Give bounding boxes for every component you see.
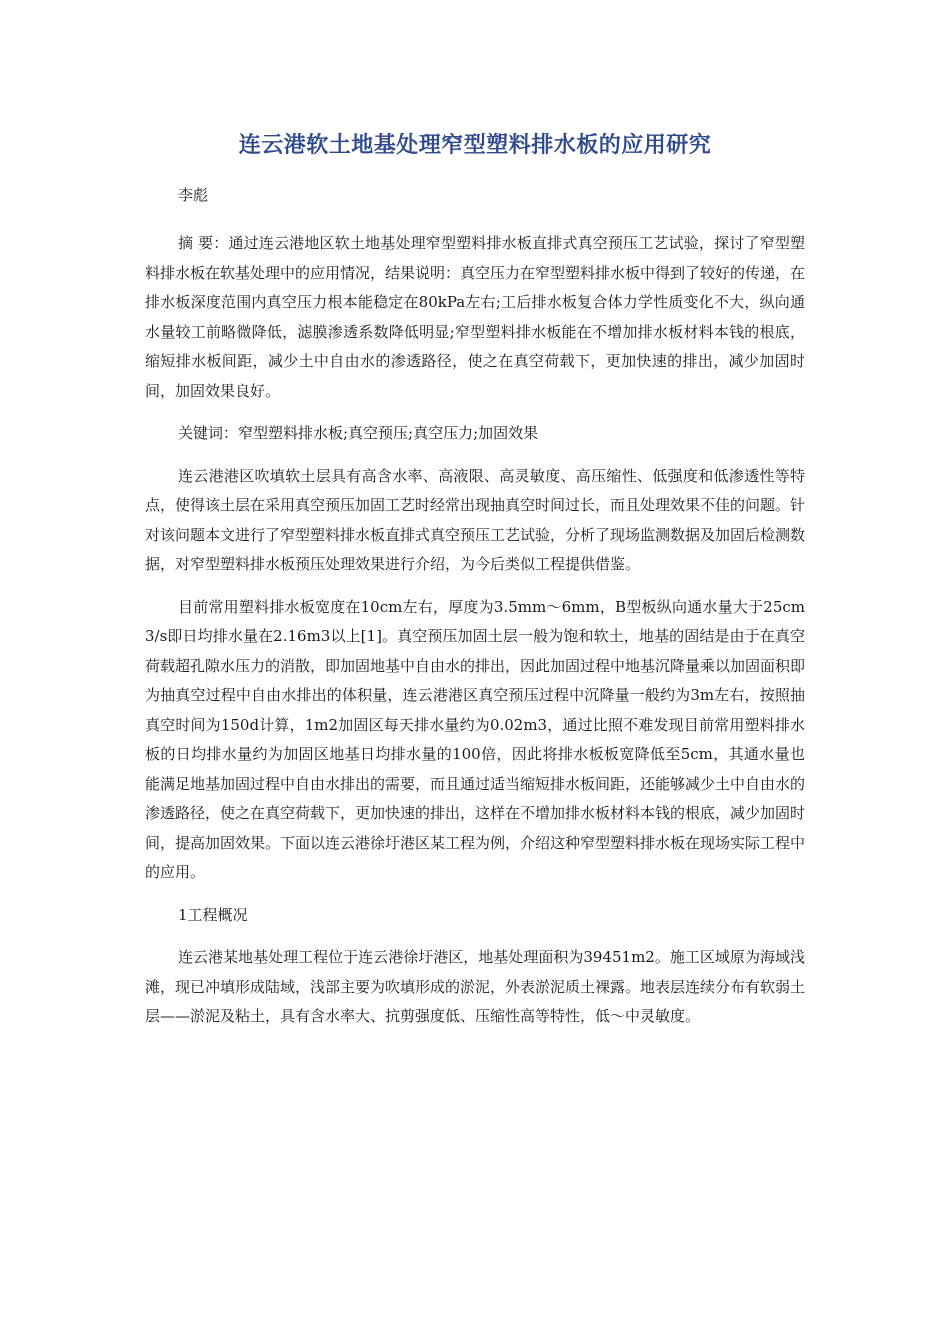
section-paragraph: 连云港某地基处理工程位于连云港徐圩港区，地基处理面积为39451m2。施工区域原为海域浅滩，现已冲填形成陆域，浅部主要为吹填形成的淤泥，外表淤泥质土裸露。地表层连续分布有软弱土层——淤泥及粘土，具有含水率大、抗剪强度低、压缩性高等特性，低～中灵敏度。: [145, 948, 806, 1025]
abstract-paragraph: 摘 要：通过连云港地区软土地基处理窄型塑料排水板直排式真空预压工艺试验，探讨了窄型塑料排水板在软基处理中的应用情况，结果说明：真空压力在窄型塑料排水板中得到了较好的传递，在排水板深度范围内真空压力根本能稳定在80kPa左右;工后排水板复合体力学性质变化不大，纵向通水量较工前略微降低，滤膜渗透系数降低明显;窄型塑料排水板能在不增加排水板材料本钱的根底，缩短排水板间距，减少土中自由水的渗透路径，使之在真空荷载下，更加快速的排出，减少加固时间，加固效果良好。: [145, 234, 806, 400]
document-page: [145, 128, 805, 1045]
paper-title: 连云港软土地基处理窄型塑料排水板的应用研究: [238, 133, 712, 158]
author-name: 李彪: [178, 186, 209, 204]
intro-paragraph-1: 连云港港区吹填软土层具有高含水率、高液限、高灵敏度、高压缩性、低强度和低渗透性等特点，使得该土层在采用真空预压加固工艺时经常出现抽真空时间过长，而且处理效果不佳的问题。针对该问题本文进行了窄型塑料排水板直排式真空预压工艺试验，分析了现场监测数据及加固后检测数据，对窄型塑料排水板预压处理效果进行介绍，为今后类似工程提供借鉴。: [145, 466, 806, 573]
section-heading: 1工程概况: [178, 905, 248, 924]
intro-paragraph-2: 目前常用塑料排水板宽度在10cm左右，厚度为3.5mm～6mm，B型板纵向通水量大于25cm3/s即日均排水量在2.16m3以上[1]。真空预压加固土层一般为饱和软土，地基的固结是由于在真空荷载超孔隙水压力的消散，即加固地基中自由水的排出，因此加固过程中地基沉降量乘以加固面积即为抽真空过程中自由水排出的体积量，连云港港区真空预压过程中沉降量一般约为3m左右，按照抽真空时间为150d计算，1m2加固区每天排水量约为0.02m3，通过比照不难发现目前常用塑料排水板的日均排水量约为加固区地基日均排水量的100倍，因此将排水板板宽降低至5cm，其通水量也能满足地基加固过程中自由水排出的需要，而且通过适当缩短排水板间距，还能够减少土中自由水的渗透路径，使之在真空荷载下，更加快速的排出，这样在不增加排水板材料本钱的根底，减少加固时间，提高加固效果。下面以连云港徐圩港区某工程为例，介绍这种窄型塑料排水板在现场实际工程中的应用。: [145, 597, 806, 881]
keywords-paragraph: 关键词：窄型塑料排水板;真空预压;真空压力;加固效果: [178, 424, 539, 442]
